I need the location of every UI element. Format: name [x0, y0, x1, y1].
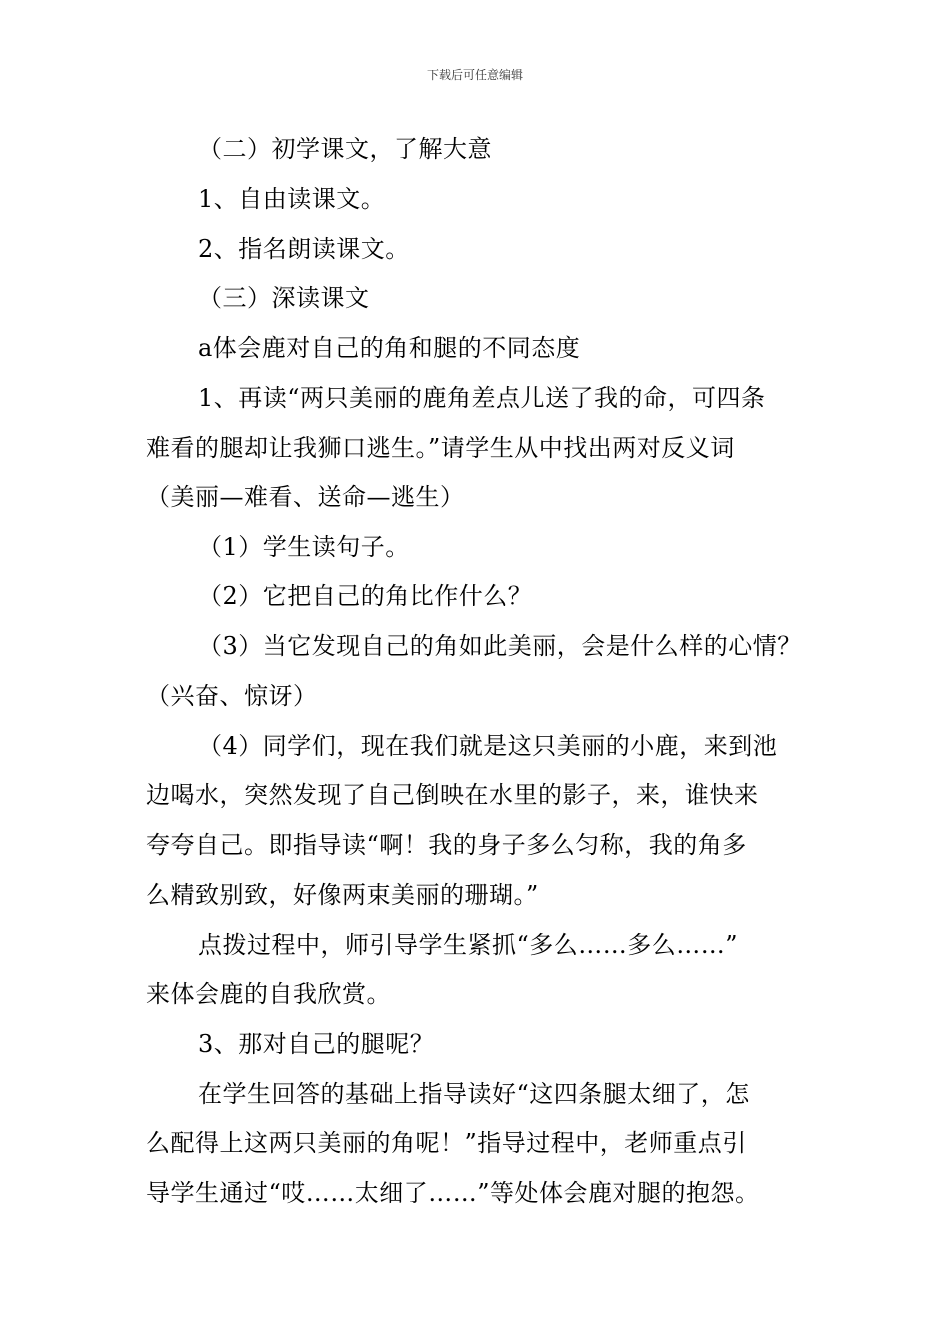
- paragraph-line: 在学生回答的基础上指导读好“这四条腿太细了，怎: [198, 1080, 750, 1108]
- sub-step-1: （1）学生读句子。: [198, 533, 410, 561]
- paragraph-line: 难看的腿却让我狮口逃生。”请学生从中找出两对反义词: [146, 434, 735, 462]
- paragraph-line: 么配得上这两只美丽的角呢！”指导过程中，老师重点引: [146, 1129, 747, 1157]
- paragraph-line: 导学生通过“哎……太细了……”等处体会鹿对腿的抱怨。: [146, 1179, 760, 1207]
- step-1: 1、自由读课文。: [198, 185, 386, 213]
- page-header: 下载后可任意编辑: [426, 68, 523, 82]
- paragraph-line: （美丽—难看、送命—逃生）: [146, 483, 465, 511]
- step-2: 2、指名朗读课文。: [198, 235, 410, 263]
- sub-step-2: （2）它把自己的角比作什么？: [198, 582, 533, 610]
- paragraph-line: 么精致别致，好像两束美丽的珊瑚。”: [146, 881, 539, 909]
- paragraph-line: 点拨过程中，师引导学生紧抓“多么……多么……”: [198, 931, 739, 959]
- sub-step-3: （3）当它发现自己的角如此美丽，会是什么样的心情？: [198, 632, 802, 660]
- paragraph-line: 夸夸自己。即指导读“啊！我的身子多么匀称，我的角多: [146, 831, 747, 859]
- paragraph-line: 1、再读“两只美丽的鹿角差点儿送了我的命，可四条: [198, 384, 766, 412]
- step-3: 3、那对自己的腿呢？: [198, 1030, 435, 1058]
- section-heading-2: （二）初学课文，了解大意: [198, 135, 492, 163]
- paragraph-line: 来体会鹿的自我欣赏。: [146, 980, 391, 1008]
- sub-step-4: （4）同学们，现在我们就是这只美丽的小鹿，来到池: [198, 732, 778, 760]
- section-heading-3: （三）深读课文: [198, 284, 370, 312]
- subsection-a: a体会鹿对自己的角和腿的不同态度: [198, 334, 581, 362]
- paragraph-line: 边喝水，突然发现了自己倒映在水里的影子，来，谁快来: [146, 781, 759, 809]
- paragraph-line: （兴奋、惊讶）: [146, 682, 318, 710]
